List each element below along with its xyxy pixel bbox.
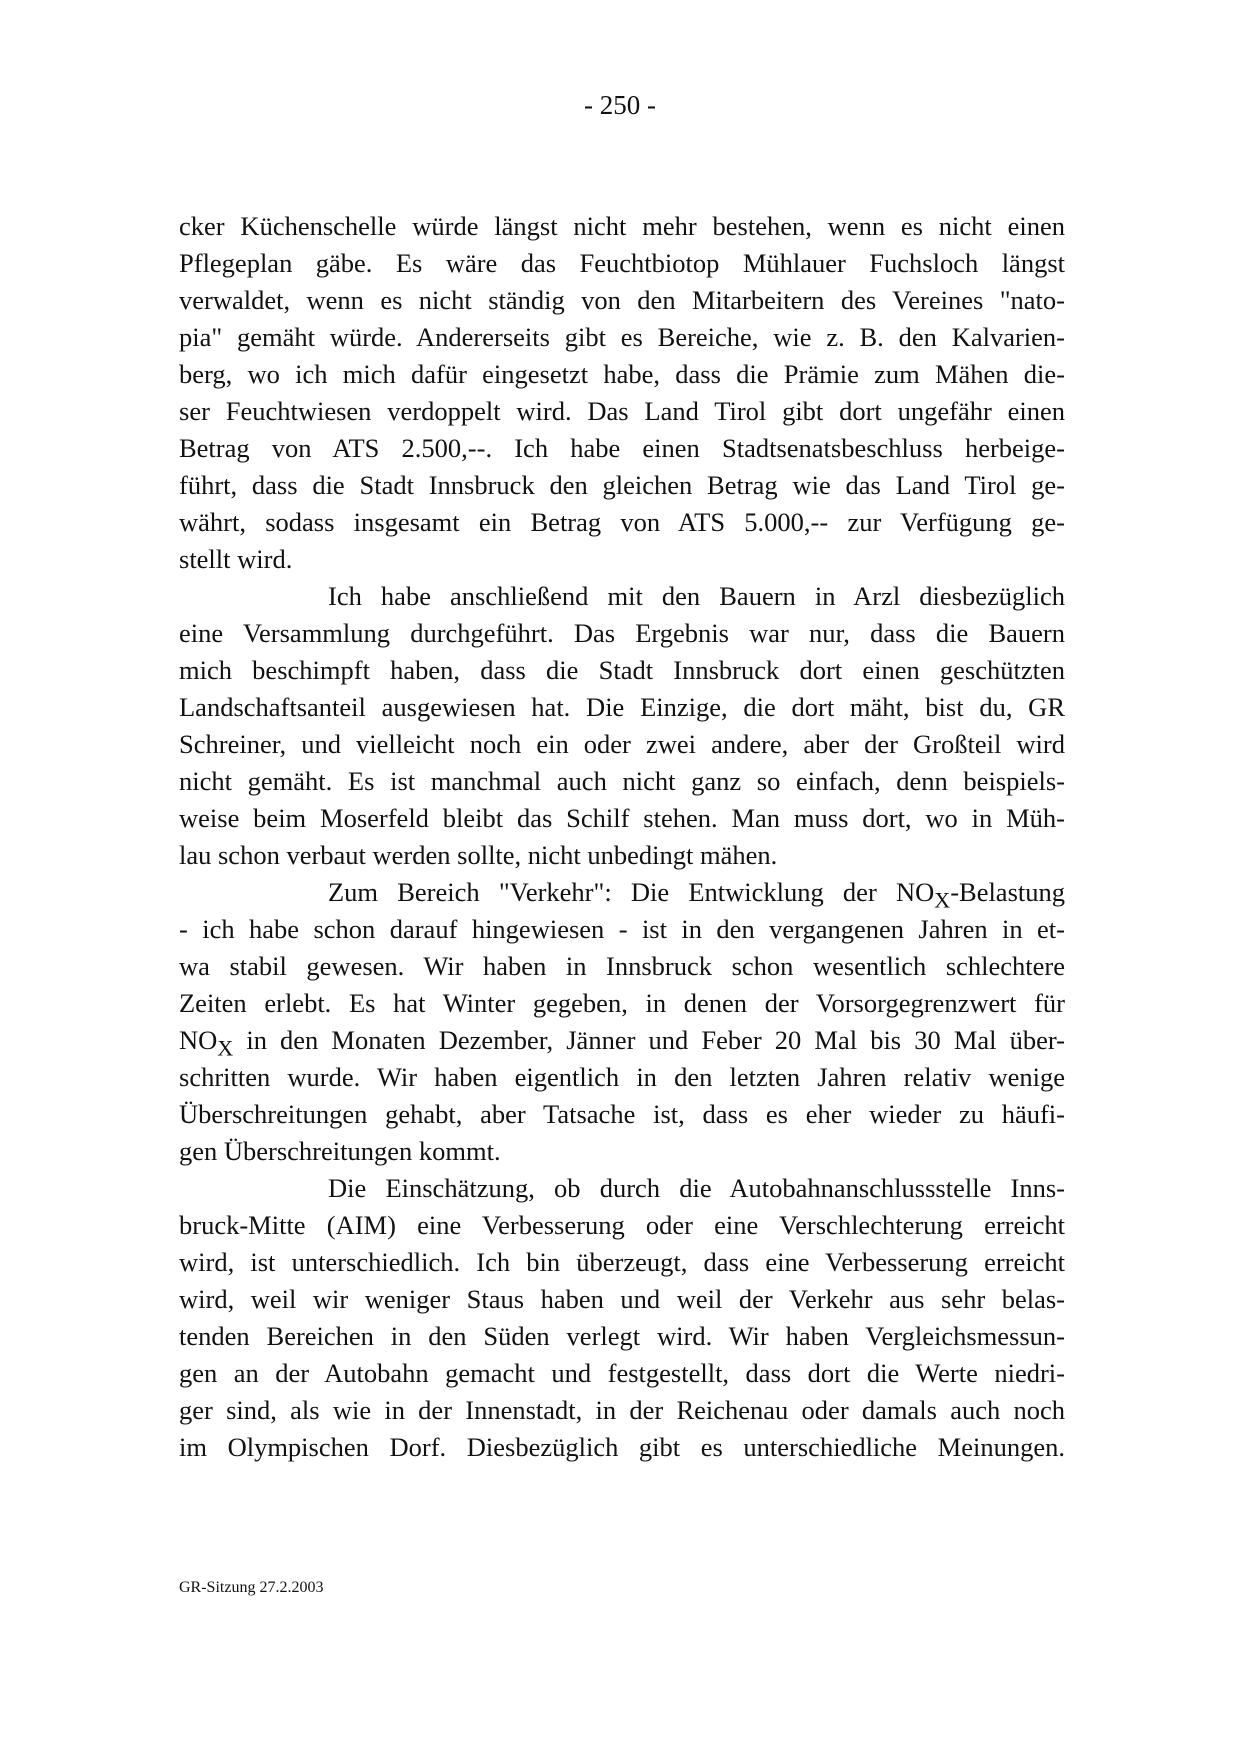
text-line: ser Feuchtwiesen verdoppelt wird. Das Land Tirol gibt dort ungefähr einen (179, 396, 1065, 426)
text-line-nox-2 (179, 1022, 1065, 1059)
text-line: eine Versammlung durchgeführt. Das Ergebnis war nur, dass die Bauern (179, 618, 1065, 648)
text-line: Pflegeplan gäbe. Es wäre das Feuchtbiotop Mühlauer Fuchsloch längst (179, 248, 1065, 278)
text-line-nox-1 (179, 874, 1065, 911)
text-line: im Olympischen Dorf. Diesbezüglich gibt es unterschiedliche Meinungen. (179, 1432, 1065, 1462)
text-line: schritten wurde. Wir haben eigentlich in den letzten Jahren relativ wenige (179, 1062, 1065, 1092)
text-line: Ich habe anschließend mit den Bauern in Arzl diesbezüglich (328, 581, 1065, 611)
text-line: führt, dass die Stadt Innsbruck den gleichen Betrag wie das Land Tirol ge- (179, 470, 1065, 500)
nox-line-a-subscript: X (934, 887, 951, 913)
text-line: cker Küchenschelle würde längst nicht mehr bestehen, wenn es nicht einen (179, 211, 1065, 241)
nox-line-a-after: -Belastung (950, 877, 1065, 907)
nox-line-a-before: Zum Bereich "Verkehr": Die Entwicklung der NO (328, 877, 935, 907)
text-line: tenden Bereichen in den Süden verlegt wird. Wir haben Vergleichsmessun- (179, 1321, 1065, 1351)
text-line: gen Überschreitungen kommt. (179, 1136, 501, 1166)
text-line: lau schon verbaut werden sollte, nicht unbedingt mähen. (179, 840, 778, 870)
text-line: pia" gemäht würde. Andererseits gibt es Bereiche, wie z. B. den Kalvarien- (179, 322, 1065, 352)
text-line: Betrag von ATS 2.500,--. Ich habe einen Stadtsenatsbeschluss herbeige- (179, 433, 1065, 463)
text-line: währt, sodass insgesamt ein Betrag von ATS 5.000,-- zur Verfügung ge- (179, 507, 1065, 537)
text-line: stellt wird. (179, 544, 293, 574)
text-line: wa stabil gewesen. Wir haben in Innsbruck schon wesentlich schlechtere (179, 951, 1065, 981)
text-line: nicht gemäht. Es ist manchmal auch nicht ganz so einfach, denn beispiels- (179, 766, 1065, 796)
text-line: Landschaftsanteil ausgewiesen hat. Die Einzige, die dort mäht, bist du, GR (179, 692, 1065, 722)
page-number: - 250 - (584, 90, 656, 120)
text-line: - ich habe schon darauf hingewiesen - ist in den vergangenen Jahren in et- (179, 914, 1065, 944)
text-line: wird, weil wir weniger Staus haben und weil der Verkehr aus sehr belas- (179, 1284, 1065, 1314)
text-line: berg, wo ich mich dafür eingesetzt habe, dass die Prämie zum Mähen die- (179, 359, 1065, 389)
nox-line-b-after: in den Monaten Dezember, Jänner und Feber 20 Mal bis 30 Mal über- (233, 1025, 1065, 1055)
footer: GR-Sitzung 27.2.2003 (179, 1579, 324, 1596)
text-line: ger sind, als wie in der Innenstadt, in der Reichenau oder damals auch noch (179, 1395, 1065, 1425)
document-body (179, 208, 1065, 1466)
text-line: Zeiten erlebt. Es hat Winter gegeben, in denen der Vorsorgegrenzwert für (179, 988, 1065, 1018)
text-line: wird, ist unterschiedlich. Ich bin überzeugt, dass eine Verbesserung erreicht (179, 1247, 1065, 1277)
nox-line-b-subscript: X (217, 1035, 234, 1061)
text-line: bruck-Mitte (AIM) eine Verbesserung oder eine Verschlechterung erreicht (179, 1210, 1065, 1240)
text-line: weise beim Moserfeld bleibt das Schilf stehen. Man muss dort, wo in Müh- (179, 803, 1065, 833)
text-line: mich beschimpft haben, dass die Stadt Innsbruck dort einen geschützten (179, 655, 1065, 685)
text-line: verwaldet, wenn es nicht ständig von den Mitarbeitern des Vereines "nato- (179, 285, 1065, 315)
text-line: Schreiner, und vielleicht noch ein oder zwei andere, aber der Großteil wird (179, 729, 1065, 759)
nox-line-b-before: NO (179, 1025, 218, 1055)
text-line: gen an der Autobahn gemacht und festgestellt, dass dort die Werte niedri- (179, 1358, 1065, 1388)
text-line: Die Einschätzung, ob durch die Autobahnanschlussstelle Inns- (328, 1173, 1065, 1203)
text-line: Überschreitungen gehabt, aber Tatsache ist, dass es eher wieder zu häufi- (179, 1099, 1065, 1129)
